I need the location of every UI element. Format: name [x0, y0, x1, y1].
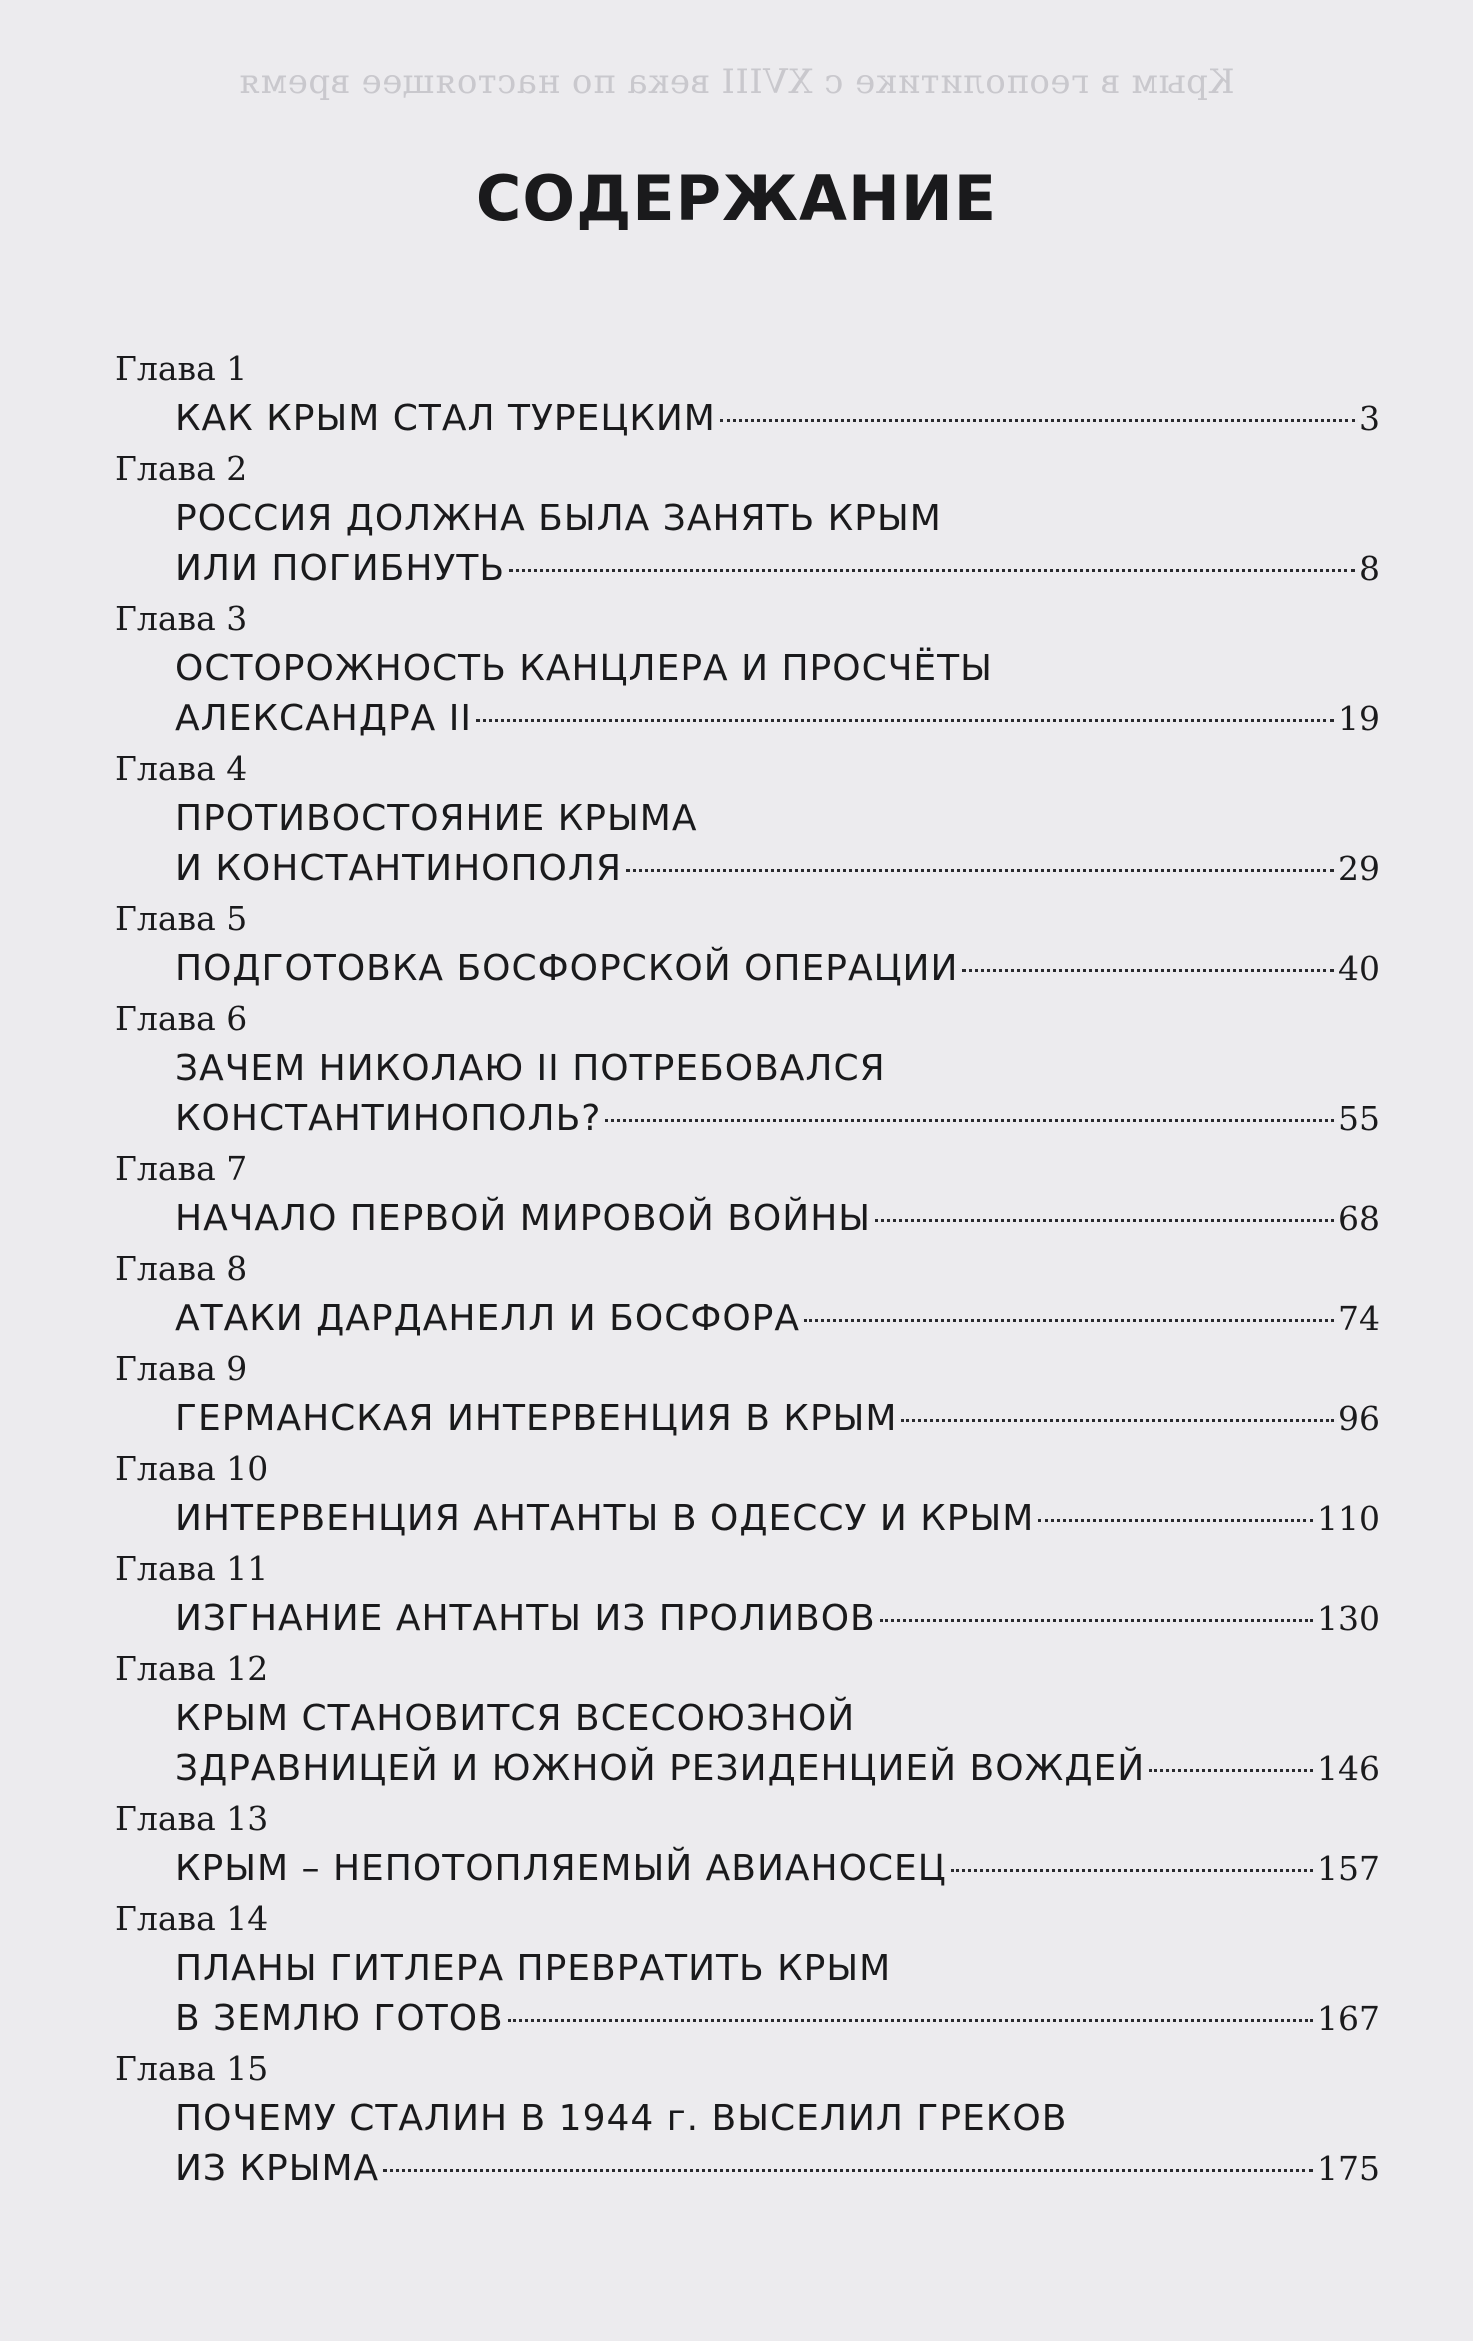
chapter-title-text: ИЗ КРЫМА: [175, 2148, 380, 2189]
chapter-label: Глава 12: [115, 1649, 269, 1688]
toc-entry[interactable]: [115, 744, 1380, 894]
chapter-label: Глава 9: [115, 1349, 248, 1388]
chapter-title-line: ПЛАНЫ ГИТЛЕРА ПРЕВРАТИТЬ КРЫМ: [175, 1948, 892, 1989]
chapter-title-text: КРЫМ – НЕПОТОПЛЯЕМЫЙ АВИАНОСЕЦ: [175, 1848, 947, 1889]
toc-entry[interactable]: [115, 894, 1380, 994]
page-title: СОДЕРЖАНИЕ: [475, 162, 998, 235]
page-number: 55: [1338, 1099, 1380, 1138]
chapter-title-final-line: [175, 694, 1380, 744]
chapter-label: Глава 14: [115, 1899, 269, 1938]
chapter-title-final-line: [175, 2144, 1380, 2194]
toc-entry[interactable]: [115, 2044, 1380, 2194]
chapter-title-final-line: [175, 1594, 1380, 1644]
running-head-bleedthrough: Крым в геополитике с XVIII века по настоящее время: [238, 62, 1235, 102]
chapter-label: Глава 1: [115, 349, 248, 388]
chapter-title-text: И КОНСТАНТИНОПОЛЯ: [175, 848, 622, 889]
dot-leader: [508, 2018, 1313, 2022]
chapter-title-final-line: [175, 1844, 1380, 1894]
chapter-title-final-line: [175, 1294, 1380, 1344]
dot-leader: [626, 868, 1334, 872]
toc-entry[interactable]: [115, 1544, 1380, 1644]
dot-leader: [605, 1118, 1334, 1122]
toc-entry[interactable]: [115, 1644, 1380, 1794]
dot-leader: [951, 1868, 1313, 1872]
chapter-label: Глава 7: [115, 1149, 248, 1188]
toc-entry[interactable]: [115, 344, 1380, 444]
chapter-label: Глава 5: [115, 899, 248, 938]
chapter-title-text: АЛЕКСАНДРА II: [175, 698, 472, 739]
chapter-title-line: КРЫМ СТАНОВИТСЯ ВСЕСОЮЗНОЙ: [175, 1698, 856, 1739]
chapter-title-text: НАЧАЛО ПЕРВОЙ МИРОВОЙ ВОЙНЫ: [175, 1198, 872, 1239]
table-of-contents: [115, 344, 1380, 2194]
dot-leader: [1149, 1768, 1313, 1772]
dot-leader: [476, 718, 1334, 722]
page-number: 19: [1338, 699, 1380, 738]
toc-entry[interactable]: [115, 1444, 1380, 1544]
dot-leader: [880, 1618, 1313, 1622]
chapter-title-line: ЗАЧЕМ НИКОЛАЮ II ПОТРЕБОВАЛСЯ: [175, 1048, 886, 1089]
chapter-title-line: РОССИЯ ДОЛЖНА БЫЛА ЗАНЯТЬ КРЫМ: [175, 498, 942, 539]
toc-entry[interactable]: [115, 1794, 1380, 1894]
chapter-title-final-line: [175, 394, 1380, 444]
chapter-title-final-line: [175, 1394, 1380, 1444]
chapter-title-line: ПОЧЕМУ СТАЛИН В 1944 г. ВЫСЕЛИЛ ГРЕКОВ: [175, 2098, 1068, 2139]
chapter-title-line: ОСТОРОЖНОСТЬ КАНЦЛЕРА И ПРОСЧЁТЫ: [175, 648, 993, 689]
chapter-title-text: В ЗЕМЛЮ ГОТОВ: [175, 1998, 504, 2039]
chapter-title-line: ПРОТИВОСТОЯНИЕ КРЫМА: [175, 798, 698, 839]
dot-leader: [509, 568, 1355, 572]
chapter-title-final-line: [175, 1744, 1380, 1794]
chapter-title-final-line: [175, 1194, 1380, 1244]
chapter-label: Глава 6: [115, 999, 248, 1038]
chapter-title-text: АТАКИ ДАРДАНЕЛЛ И БОСФОРА: [175, 1298, 800, 1339]
chapter-title-final-line: [175, 1494, 1380, 1544]
page-number: 68: [1338, 1199, 1380, 1238]
chapter-title-text: КОНСТАНТИНОПОЛЬ?: [175, 1098, 602, 1139]
page-number: 8: [1359, 549, 1380, 588]
page-number: 29: [1338, 849, 1380, 888]
page-number: 157: [1317, 1849, 1380, 1888]
dot-leader: [875, 1218, 1334, 1222]
chapter-label: Глава 4: [115, 749, 248, 788]
page-number: 146: [1317, 1749, 1380, 1788]
page-number: 74: [1338, 1299, 1380, 1338]
toc-entry[interactable]: [115, 444, 1380, 594]
page-number: 167: [1317, 1999, 1380, 2038]
chapter-label: Глава 8: [115, 1249, 248, 1288]
toc-entry[interactable]: [115, 994, 1380, 1144]
page-number: 96: [1338, 1399, 1380, 1438]
chapter-title-text: ИЛИ ПОГИБНУТЬ: [175, 548, 506, 589]
page-number: 110: [1317, 1499, 1380, 1538]
chapter-title-text: ИЗГНАНИЕ АНТАНТЫ ИЗ ПРОЛИВОВ: [175, 1598, 876, 1639]
chapter-label: Глава 15: [115, 2049, 269, 2088]
dot-leader: [720, 418, 1355, 422]
toc-list: [115, 344, 1380, 2194]
page-number: 175: [1317, 2149, 1380, 2188]
toc-entry[interactable]: [115, 594, 1380, 744]
dot-leader: [1038, 1518, 1313, 1522]
chapter-label: Глава 2: [115, 449, 248, 488]
chapter-title-final-line: [175, 844, 1380, 894]
chapter-label: Глава 11: [115, 1549, 269, 1588]
dot-leader: [962, 968, 1334, 972]
chapter-title-text: ИНТЕРВЕНЦИЯ АНТАНТЫ В ОДЕССУ И КРЫМ: [175, 1498, 1035, 1539]
dot-leader: [804, 1318, 1334, 1322]
chapter-label: Глава 3: [115, 599, 248, 638]
page-number: 130: [1317, 1599, 1380, 1638]
chapter-title-final-line: [175, 544, 1380, 594]
chapter-label: Глава 10: [115, 1449, 269, 1488]
dot-leader: [901, 1418, 1334, 1422]
chapter-label: Глава 13: [115, 1799, 269, 1838]
dot-leader: [383, 2168, 1313, 2172]
chapter-title-final-line: [175, 944, 1380, 994]
chapter-title-text: ГЕРМАНСКАЯ ИНТЕРВЕНЦИЯ В КРЫМ: [175, 1398, 898, 1439]
toc-entry[interactable]: [115, 1144, 1380, 1244]
chapter-title-final-line: [175, 1094, 1380, 1144]
chapter-title-final-line: [175, 1994, 1380, 2044]
toc-entry[interactable]: [115, 1894, 1380, 2044]
toc-entry[interactable]: [115, 1244, 1380, 1344]
toc-entry[interactable]: [115, 1344, 1380, 1444]
page-number: 40: [1338, 949, 1380, 988]
chapter-title-text: КАК КРЫМ СТАЛ ТУРЕЦКИМ: [175, 398, 716, 439]
page-number: 3: [1359, 399, 1380, 438]
chapter-title-text: ЗДРАВНИЦЕЙ И ЮЖНОЙ РЕЗИДЕНЦИЕЙ ВОЖДЕЙ: [175, 1748, 1146, 1789]
chapter-title-text: ПОДГОТОВКА БОСФОРСКОЙ ОПЕРАЦИИ: [175, 948, 959, 989]
